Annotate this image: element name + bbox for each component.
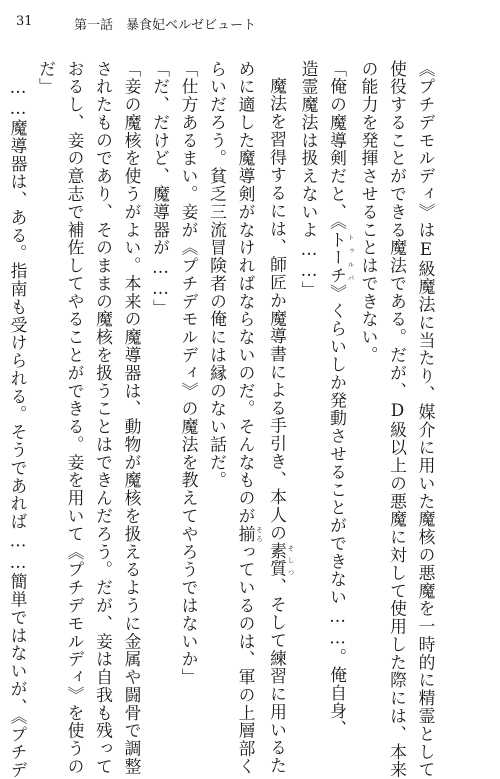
text-line: 「仕方あるまい。妾が《プチデモルディ》の魔法を教えてやろうではないか」	[179, 60, 199, 687]
text-line: の能力を発揮させることはできない。	[359, 60, 379, 365]
furigana: 揃 そろ	[236, 525, 263, 544]
text-line: だ」	[36, 60, 57, 96]
text-line: 使役することができる魔法である。だが、D級以上の悪魔に対して使用した際には、本来	[387, 60, 408, 779]
text-line: 「俺の魔導剣だと、《トーチ トゥルパ》くらいしか発動させることができない……。俺自身、	[327, 60, 355, 738]
furigana: 素質 そしつ	[267, 541, 295, 578]
page-number: 31	[16, 14, 33, 29]
furigana: トーチ トゥルパ	[327, 230, 355, 285]
running-title: 第一話 暴食妃ベルゼビュート	[74, 18, 257, 33]
text-line: 《プチデモルディ》はE級魔法に当たり、媒介に用いた魔核の悪魔を一時的に精霊として	[416, 60, 436, 779]
text-line	[0, 60, 4, 690]
text-line: めに適した魔導剣がなければならないのだ。そんなものが揃 そろっているのは、軍の上層部く	[236, 60, 263, 776]
text-line: 「だ、だけど、魔導器が……」	[150, 60, 171, 317]
text-line: されたものであり、そのままの魔核を扱うことはできんだろう。だが、妾は自我も残って	[93, 60, 114, 776]
text-line: 「妾の魔核を使うがよい。本来の魔導器は、動物が魔核を扱えるように金属や闘骨で調整	[122, 60, 142, 776]
text-line: おるし、妾の意志で補佐してやることができる。妾を用いて《プチデモルディ》を使うの	[65, 60, 85, 776]
text-line: 造霊魔法は扱えないよ……」	[299, 60, 319, 299]
text-line: ……魔導器は、ある。指南も受けられる。そうであれば……簡単ではないが、《プチデ	[8, 76, 28, 779]
text-line: 魔法を習得するには、師匠か魔導書による手引き、本人の素質 そしつ、そして練習に用いるた	[267, 76, 295, 775]
text-line: らいだろう。貧乏三流冒険者の俺には縁のない話だ。	[207, 60, 228, 490]
body-text	[0, 60, 440, 779]
